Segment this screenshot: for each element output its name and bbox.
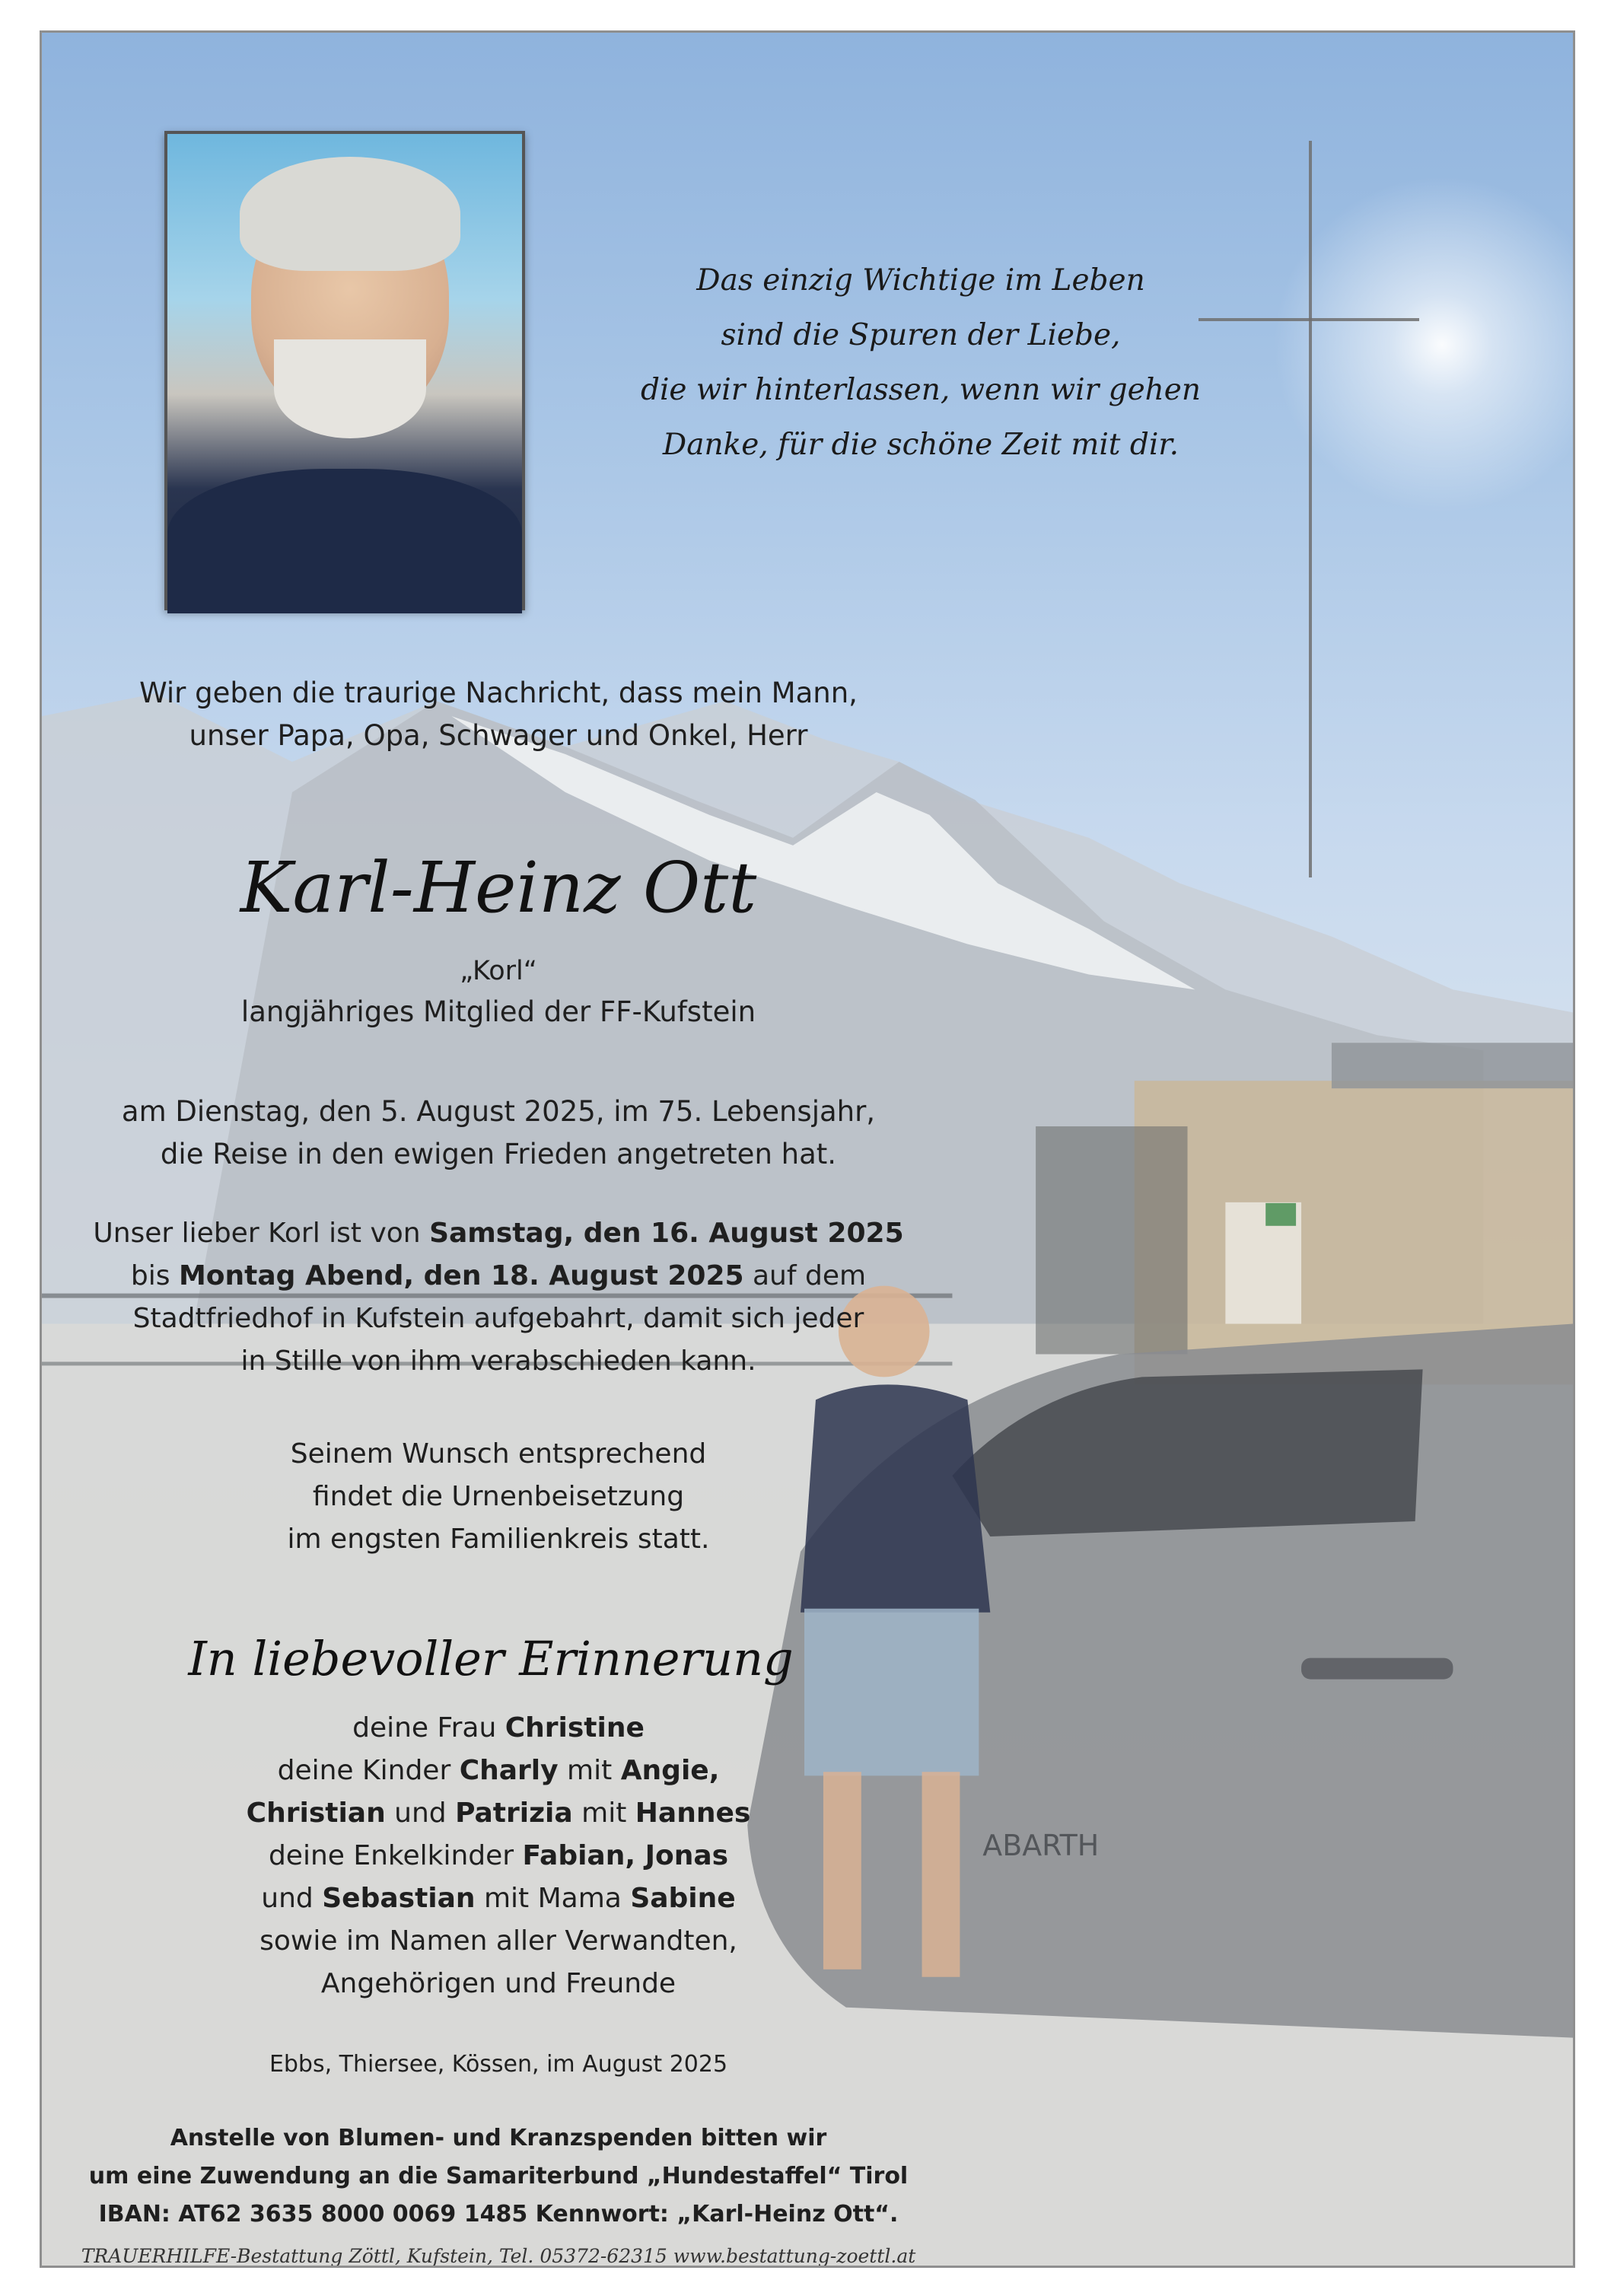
mourners-list — [118, 1707, 879, 2005]
mourner-line: und Sebastian mit Mama Sabine — [261, 1883, 736, 1914]
car-brand-text: ABARTH — [982, 1829, 1100, 1863]
donation-line: IBAN: AT62 3635 8000 0069 1485 Kennwort: „Karl-Heinz Ott“. — [98, 2201, 899, 2228]
intro-line: Wir geben die traurige Nachricht, dass mein Mann, — [139, 677, 858, 709]
portrait-photo — [164, 131, 525, 610]
intro-text — [118, 672, 879, 757]
deceased-name: Karl-Heinz Ott — [240, 847, 757, 928]
quote-line: Danke, für die schöne Zeit mit dir. — [662, 428, 1179, 462]
mourner-line: deine Frau Christine — [352, 1712, 645, 1743]
quote-line: die wir hinterlassen, wenn wir gehen — [640, 373, 1201, 407]
portrait-hair — [240, 157, 460, 271]
wish-line: Seinem Wunsch entsprechend — [290, 1438, 707, 1470]
wish-line: im engsten Familienkreis statt. — [287, 1524, 710, 1555]
quote-line: sind die Spuren der Liebe, — [721, 318, 1121, 352]
mourner-line: Christian und Patrizia mit Hannes — [246, 1798, 751, 1829]
mourner-line: deine Kinder Charly mit Angie, — [277, 1755, 720, 1786]
cross-icon — [1309, 141, 1312, 877]
membership: langjähriges Mitglied der FF-Kufstein — [240, 995, 756, 1028]
nickname: „Korl“ — [460, 956, 537, 986]
viewing-line: bis Montag Abend, den 18. August 2025 auf dem — [130, 1260, 867, 1291]
viewing-line: Unser lieber Korl ist von Samstag, den 16. August 2025 — [93, 1218, 904, 1249]
viewing-line: Stadtfriedhof in Kufstein aufgebahrt, damit sich jeder — [132, 1303, 864, 1334]
mourner-line: deine Enkelkinder Fabian, Jonas — [268, 1840, 729, 1871]
funeral-home-footer: TRAUERHILFE-Bestattung Zöttl, Kufstein, Tel. 05372-62315 www.bestattung-zoettl.at — [81, 2245, 916, 2267]
memorial-quote — [597, 253, 1244, 473]
portrait-shirt — [167, 469, 522, 613]
passing-text — [118, 1091, 879, 1176]
viewing-line: in Stille von ihm verabschieden kann. — [240, 1345, 756, 1377]
quote-line: Das einzig Wichtige im Leben — [696, 263, 1145, 298]
obituary-card — [40, 30, 1575, 2268]
intro-line: unser Papa, Opa, Schwager und Onkel, Herr — [189, 719, 808, 752]
wish-line: findet die Urnenbeisetzung — [312, 1481, 685, 1512]
donation-request — [80, 2119, 917, 2234]
portrait-beard — [274, 339, 426, 438]
mourner-line: sowie im Namen aller Verwandten, — [259, 1925, 737, 1957]
donation-line: Anstelle von Blumen- und Kranzspenden bitten wir — [170, 2125, 827, 2151]
burial-wish — [118, 1433, 879, 1561]
memory-heading: In liebevoller Erinnerung — [188, 1631, 794, 1686]
mourner-line: Angehörigen und Freunde — [320, 1968, 676, 1999]
donation-line: um eine Zuwendung an die Samariterbund „Hundestaffel“ Tirol — [88, 2163, 909, 2189]
passing-line: die Reise in den ewigen Frieden angetreten hat. — [160, 1138, 837, 1170]
place-date: Ebbs, Thiersee, Kössen, im August 2025 — [269, 2051, 728, 2078]
viewing-info — [80, 1212, 917, 1383]
passing-line: am Dienstag, den 5. August 2025, im 75. Lebensjahr, — [121, 1095, 876, 1128]
